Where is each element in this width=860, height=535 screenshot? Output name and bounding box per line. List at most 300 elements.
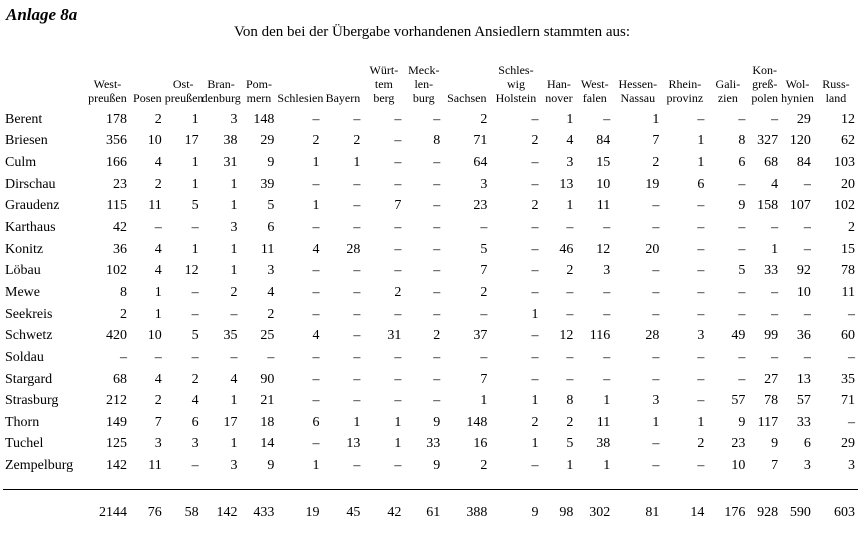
total-cell: 19 xyxy=(277,489,322,522)
table-cell: – xyxy=(603,371,611,387)
table-cell: 62 xyxy=(841,133,855,149)
table-cell: – xyxy=(697,371,705,387)
table-cell: 1 xyxy=(697,155,705,171)
total-cell: 9 xyxy=(490,489,541,522)
table-cell: – xyxy=(697,198,705,214)
total-cell: 98 xyxy=(542,489,577,522)
table-cell: – xyxy=(480,220,488,236)
place-name: Strasburg xyxy=(5,393,59,409)
table-cell: 68 xyxy=(764,155,779,171)
table-cell: 356 xyxy=(105,133,127,149)
total-cell: 142 xyxy=(202,489,241,522)
table-cell: 92 xyxy=(796,263,811,279)
table-cell: 1 xyxy=(566,111,574,127)
table-cell: 1 xyxy=(566,458,574,474)
table-cell: – xyxy=(603,306,611,322)
table-cell: – xyxy=(312,284,320,300)
table-cell: – xyxy=(433,306,441,322)
table-cell: – xyxy=(480,306,488,322)
totals-label-cell xyxy=(3,489,85,522)
table-cell: 116 xyxy=(589,328,611,344)
column-header: Han- nover xyxy=(545,77,573,105)
total-cell: 81 xyxy=(613,489,662,522)
table-cell: 10 xyxy=(596,176,611,192)
table-cell: – xyxy=(566,371,574,387)
table-cell: 29 xyxy=(260,133,275,149)
table-cell: – xyxy=(312,349,320,365)
table-cell: 4 xyxy=(154,155,162,171)
table-cell: – xyxy=(803,241,811,257)
table-cell: 18 xyxy=(260,414,275,430)
table-cell: 2 xyxy=(480,284,488,300)
table-cell: – xyxy=(531,349,539,365)
table-cell: – xyxy=(353,176,361,192)
column-header: Wol- hynien xyxy=(781,77,814,105)
table-cell: 3 xyxy=(848,458,855,474)
table-cell: – xyxy=(394,393,402,409)
table-cell: – xyxy=(531,371,539,387)
table-cell: 90 xyxy=(260,371,275,387)
place-name: Löbau xyxy=(5,263,41,279)
column-header: Ost- preußen xyxy=(164,77,204,105)
table-cell: 3 xyxy=(191,436,199,452)
table-cell: – xyxy=(738,111,746,127)
table-cell: 57 xyxy=(796,393,811,409)
table-cell: 10 xyxy=(731,458,746,474)
table-cell: 1 xyxy=(531,393,539,409)
table-cell: 57 xyxy=(731,393,746,409)
table-cell: – xyxy=(697,111,705,127)
table-cell: 4 xyxy=(312,241,320,257)
table-cell: 3 xyxy=(230,220,238,236)
table-cell: – xyxy=(771,284,779,300)
table-row xyxy=(3,260,858,282)
table-cell: 149 xyxy=(105,414,127,430)
table-cell: – xyxy=(394,176,402,192)
table-cell: – xyxy=(353,328,361,344)
table-cell: – xyxy=(394,349,402,365)
table-cell: – xyxy=(353,393,361,409)
table-cell: 13 xyxy=(346,436,361,452)
column-header: Russ- land xyxy=(822,77,850,105)
table-cell: 158 xyxy=(757,198,779,214)
table-row xyxy=(3,152,858,174)
table-cell: – xyxy=(353,263,361,279)
table-cell: 1 xyxy=(652,111,660,127)
table-cell: – xyxy=(531,176,539,192)
total-cell: 590 xyxy=(781,489,814,522)
place-name: Konitz xyxy=(5,241,44,257)
table-row xyxy=(3,347,858,369)
column-header: Schles- wig Holstein xyxy=(495,63,537,105)
table-cell: 9 xyxy=(267,458,275,474)
column-header: West- falen xyxy=(580,77,609,105)
table-cell: 2 xyxy=(652,155,660,171)
total-cell: 302 xyxy=(576,489,613,522)
table-cell: 2 xyxy=(230,284,238,300)
table-cell: – xyxy=(312,176,320,192)
table-cell: 21 xyxy=(260,393,275,409)
table-cell: 36 xyxy=(796,328,811,344)
table-cell: 8 xyxy=(433,133,441,149)
table-cell: 2 xyxy=(353,133,361,149)
table-cell: 1 xyxy=(191,111,199,127)
table-cell: 2 xyxy=(433,328,441,344)
table-caption xyxy=(0,24,860,41)
table-cell: – xyxy=(531,458,539,474)
table-cell: – xyxy=(433,198,441,214)
table-cell: 25 xyxy=(260,328,275,344)
table-cell: – xyxy=(353,220,361,236)
table-cell: 64 xyxy=(473,155,488,171)
table-cell: 12 xyxy=(559,328,574,344)
place-name: Karthaus xyxy=(5,220,56,236)
table-cell: 71 xyxy=(473,133,488,149)
table-cell: – xyxy=(531,241,539,257)
table-cell: 5 xyxy=(738,263,746,279)
table-cell: 1 xyxy=(230,436,238,452)
table-cell: 2 xyxy=(394,284,402,300)
table-cell: 4 xyxy=(566,133,574,149)
table-cell: – xyxy=(566,349,574,365)
table-cell: 1 xyxy=(191,155,199,171)
total-cell: 61 xyxy=(404,489,443,522)
table-cell: – xyxy=(738,241,746,257)
table-cell: – xyxy=(394,111,402,127)
table-cell: 3 xyxy=(154,436,162,452)
table-cell: 4 xyxy=(312,328,320,344)
place-name: Zempelburg xyxy=(5,458,74,474)
total-cell: 2144 xyxy=(85,489,130,522)
table-cell: 9 xyxy=(267,155,275,171)
table-cell: 3 xyxy=(603,263,611,279)
table-cell: – xyxy=(119,349,127,365)
table-cell: 7 xyxy=(480,371,488,387)
table-cell: – xyxy=(433,263,441,279)
table-cell: – xyxy=(652,198,660,214)
table-cell: 1 xyxy=(154,306,162,322)
table-cell: 178 xyxy=(105,111,127,127)
table-cell: – xyxy=(652,349,660,365)
table-cell: 5 xyxy=(566,436,574,452)
table-cell: – xyxy=(353,458,361,474)
table-cell: 13 xyxy=(796,371,811,387)
table-cell: – xyxy=(803,349,811,365)
table-cell: – xyxy=(394,306,402,322)
table-cell: – xyxy=(531,111,539,127)
table-row xyxy=(3,217,858,239)
table-cell: 2 xyxy=(191,371,199,387)
table-cell: 2 xyxy=(312,133,320,149)
table-cell: 3 xyxy=(267,263,275,279)
table-cell: 3 xyxy=(803,458,811,474)
place-name: Culm xyxy=(5,155,37,171)
table-cell: 6 xyxy=(738,155,746,171)
table-cell: – xyxy=(697,241,705,257)
table-row xyxy=(3,304,858,326)
table-cell: 20 xyxy=(645,241,660,257)
column-header: West- preußen xyxy=(88,77,127,105)
table-cell: – xyxy=(312,111,320,127)
table-cell: 1 xyxy=(154,284,162,300)
table-cell: – xyxy=(191,458,199,474)
table-cell: – xyxy=(433,284,441,300)
table-cell: – xyxy=(531,263,539,279)
table-cell: – xyxy=(394,371,402,387)
table-cell: – xyxy=(191,220,199,236)
table-cell: – xyxy=(603,111,611,127)
place-name: Tuchel xyxy=(5,436,44,452)
table-cell: 148 xyxy=(466,414,488,430)
table-cell: 4 xyxy=(154,371,162,387)
total-cell: 42 xyxy=(363,489,404,522)
table-cell: 327 xyxy=(757,133,779,149)
table-cell: – xyxy=(191,306,199,322)
table-cell: – xyxy=(312,306,320,322)
table-cell: 23 xyxy=(112,176,127,192)
table-cell: – xyxy=(697,220,705,236)
table-cell: 3 xyxy=(230,111,238,127)
table-row xyxy=(3,455,858,477)
table-cell: 35 xyxy=(223,328,238,344)
column-header: Pom- mern xyxy=(245,77,272,105)
table-cell: 212 xyxy=(105,393,127,409)
table-row xyxy=(3,239,858,261)
table-cell: – xyxy=(738,176,746,192)
total-cell: 176 xyxy=(707,489,748,522)
table-row xyxy=(3,109,858,131)
table-cell: – xyxy=(697,393,705,409)
table-cell: 11 xyxy=(841,284,855,300)
column-header: Würt- tem berg xyxy=(369,63,399,105)
table-cell: 31 xyxy=(223,155,238,171)
settlers-origin-table xyxy=(3,45,858,522)
table-cell: 2 xyxy=(154,393,162,409)
caption-text: Von den bei der Übergabe vorhandenen Ansiedlern stammten aus: xyxy=(233,24,630,40)
table-cell: 4 xyxy=(230,371,238,387)
table-cell: 1 xyxy=(230,393,238,409)
total-cell: 928 xyxy=(748,489,781,522)
header-row xyxy=(3,45,858,109)
table-cell: 12 xyxy=(184,263,199,279)
table-row xyxy=(3,196,858,218)
place-name: Stargard xyxy=(5,371,53,387)
table-cell: 7 xyxy=(394,198,402,214)
table-cell: 60 xyxy=(841,328,855,344)
table-cell: 27 xyxy=(764,371,779,387)
table-cell: 42 xyxy=(112,220,127,236)
table-cell: 5 xyxy=(191,328,199,344)
table-cell: 3 xyxy=(566,155,574,171)
table-cell: 2 xyxy=(566,414,574,430)
table-cell: 1 xyxy=(312,155,320,171)
table-cell: 84 xyxy=(596,133,611,149)
table-cell: – xyxy=(230,306,238,322)
table-cell: 78 xyxy=(841,263,855,279)
column-header: Meck- len- burg xyxy=(408,63,440,105)
column-header: Bayern xyxy=(325,91,361,105)
table-cell: – xyxy=(697,458,705,474)
table-cell: 8 xyxy=(566,393,574,409)
table-cell: 11 xyxy=(260,241,275,257)
table-cell: – xyxy=(394,133,402,149)
table-cell: 9 xyxy=(433,458,441,474)
table-cell: 11 xyxy=(596,198,611,214)
place-name: Dirschau xyxy=(5,176,56,192)
table-cell: 10 xyxy=(147,328,162,344)
table-cell: 10 xyxy=(147,133,162,149)
table-cell: 46 xyxy=(559,241,574,257)
table-cell: 6 xyxy=(191,414,199,430)
table-cell: 1 xyxy=(353,414,361,430)
table-cell: 1 xyxy=(230,241,238,257)
total-cell: 76 xyxy=(130,489,165,522)
table-cell: 1 xyxy=(312,198,320,214)
table-cell: – xyxy=(652,458,660,474)
table-cell: – xyxy=(433,111,441,127)
table-cell: 1 xyxy=(353,155,361,171)
table-cell: 3 xyxy=(480,176,488,192)
table-cell: 102 xyxy=(105,263,127,279)
table-cell: 117 xyxy=(757,414,779,430)
table-cell: 7 xyxy=(652,133,660,149)
table-cell: – xyxy=(433,393,441,409)
table-cell: 23 xyxy=(473,198,488,214)
table-cell: 142 xyxy=(105,458,127,474)
table-cell: 1 xyxy=(531,436,539,452)
table-cell: – xyxy=(394,241,402,257)
table-cell: 3 xyxy=(230,458,238,474)
table-cell: 29 xyxy=(796,111,811,127)
table-cell: 1 xyxy=(394,436,402,452)
column-header: Hessen- Nassau xyxy=(618,77,658,105)
table-cell: 2 xyxy=(154,176,162,192)
table-cell: 4 xyxy=(771,176,779,192)
table-cell: – xyxy=(191,349,199,365)
table-cell: 49 xyxy=(731,328,746,344)
table-cell: – xyxy=(697,263,705,279)
spacer-cell xyxy=(3,477,858,490)
table-cell: 16 xyxy=(473,436,488,452)
table-cell: – xyxy=(312,436,320,452)
table-cell: 1 xyxy=(230,198,238,214)
table-cell: 1 xyxy=(191,176,199,192)
table-cell: 11 xyxy=(148,198,162,214)
place-name: Soldau xyxy=(5,349,44,365)
table-cell: 6 xyxy=(267,220,275,236)
table-cell: – xyxy=(803,176,811,192)
table-cell: – xyxy=(267,349,275,365)
table-cell: 36 xyxy=(112,241,127,257)
table-cell: 7 xyxy=(154,414,162,430)
table-row xyxy=(3,369,858,391)
table-cell: – xyxy=(738,284,746,300)
table-cell: 1 xyxy=(394,414,402,430)
table-cell: – xyxy=(312,263,320,279)
table-cell: 3 xyxy=(697,328,705,344)
table-cell: – xyxy=(531,328,539,344)
table-cell: – xyxy=(603,349,611,365)
table-row xyxy=(3,174,858,196)
table-cell: – xyxy=(353,306,361,322)
table-cell: 102 xyxy=(834,198,855,214)
place-name: Thorn xyxy=(5,414,40,430)
table-cell: – xyxy=(848,414,855,430)
total-cell: 603 xyxy=(814,489,858,522)
table-cell: 2 xyxy=(267,306,275,322)
table-cell: 3 xyxy=(652,393,660,409)
table-cell: 2 xyxy=(697,436,705,452)
table-cell: – xyxy=(652,263,660,279)
table-cell: – xyxy=(433,155,441,171)
table-cell: 4 xyxy=(154,241,162,257)
table-cell: – xyxy=(848,306,855,322)
table-cell: – xyxy=(848,349,855,365)
table-cell: 4 xyxy=(267,284,275,300)
column-header: Bran- denburg xyxy=(201,77,241,105)
table-row xyxy=(3,390,858,412)
total-cell: 433 xyxy=(241,489,278,522)
table-cell: 9 xyxy=(738,198,746,214)
table-cell: – xyxy=(566,306,574,322)
table-cell: – xyxy=(738,220,746,236)
table-cell: 9 xyxy=(738,414,746,430)
table-cell: 125 xyxy=(105,436,127,452)
table-cell: 107 xyxy=(789,198,811,214)
table-cell: 2 xyxy=(480,111,488,127)
table-cell: 13 xyxy=(559,176,574,192)
table-cell: 11 xyxy=(596,414,611,430)
table-cell: – xyxy=(803,220,811,236)
table-cell: 15 xyxy=(596,155,611,171)
table-cell: – xyxy=(771,306,779,322)
table-body xyxy=(3,109,858,522)
table-row xyxy=(3,282,858,304)
table-cell: 15 xyxy=(841,241,855,257)
place-name: Mewe xyxy=(5,284,40,300)
table-cell: 1 xyxy=(603,393,611,409)
table-cell: – xyxy=(771,349,779,365)
table-cell: – xyxy=(531,220,539,236)
table-cell: 103 xyxy=(834,155,855,171)
table-cell: 33 xyxy=(796,414,811,430)
table-cell: 71 xyxy=(841,393,855,409)
table-cell: – xyxy=(652,220,660,236)
table-cell: 39 xyxy=(260,176,275,192)
column-header: Kon- greß- polen xyxy=(751,63,779,105)
total-cell: 58 xyxy=(165,489,202,522)
table-cell: 1 xyxy=(771,241,779,257)
table-cell: 2 xyxy=(848,220,855,236)
table-cell: 2 xyxy=(531,414,539,430)
place-name: Seekreis xyxy=(5,306,53,322)
column-header: Gali- zien xyxy=(715,77,741,105)
table-cell: 2 xyxy=(480,458,488,474)
total-cell: 14 xyxy=(662,489,707,522)
total-cell: 45 xyxy=(322,489,363,522)
table-cell: – xyxy=(230,349,238,365)
table-cell: 35 xyxy=(841,371,855,387)
table-cell: – xyxy=(480,349,488,365)
place-name: Berent xyxy=(5,111,43,127)
table-cell: 17 xyxy=(223,414,238,430)
table-cell: 6 xyxy=(697,176,705,192)
table-cell: – xyxy=(353,349,361,365)
table-cell: 7 xyxy=(480,263,488,279)
table-cell: 31 xyxy=(387,328,402,344)
table-cell: 17 xyxy=(184,133,199,149)
table-cell: 38 xyxy=(596,436,611,452)
